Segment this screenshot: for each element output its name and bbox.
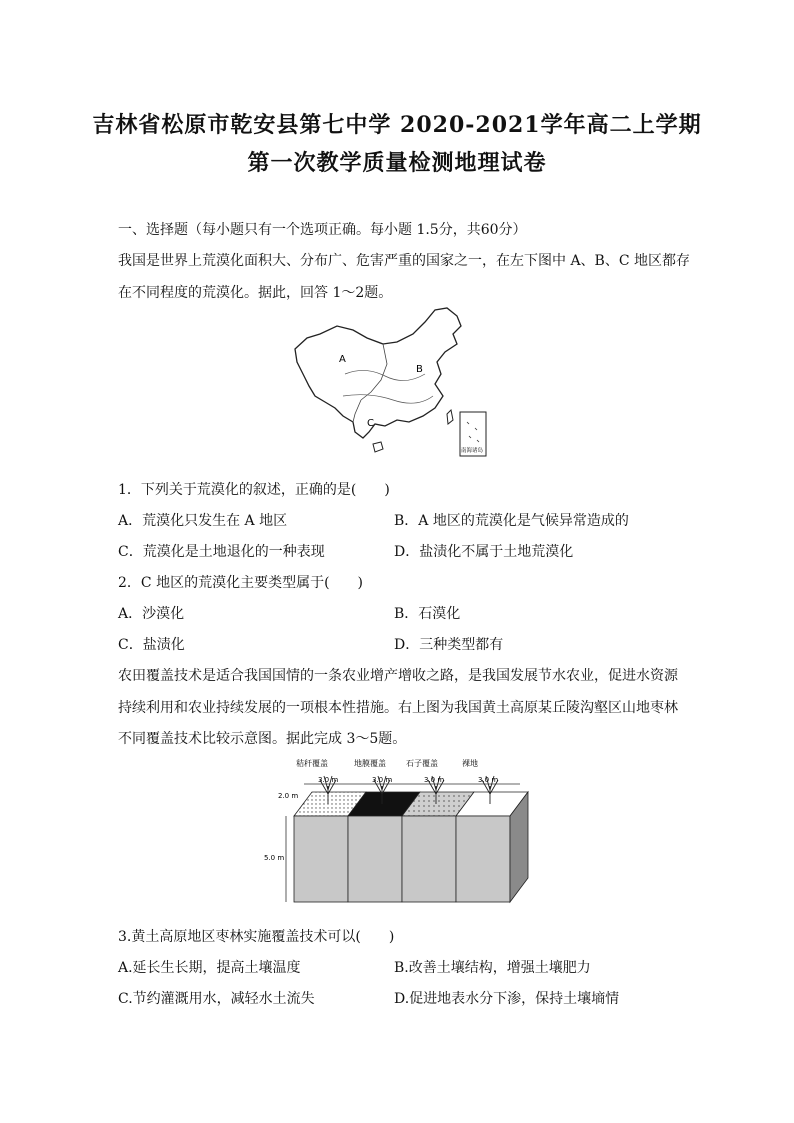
map-label-b: B bbox=[416, 364, 423, 375]
page-title-line1: 吉林省松原市乾安县第七中学 2020-2021学年高二上学期 bbox=[92, 112, 702, 138]
passage2-line1: 农田覆盖技术是适合我国国情的一条农业增产增收之路，是我国发展节水农业，促进水资源 bbox=[118, 668, 678, 684]
q3-option-a[interactable]: A.延长生长期，提高土壤温度 bbox=[118, 960, 301, 976]
label-gravel-mulch: 石子覆盖 bbox=[406, 759, 438, 768]
taiwan-island bbox=[447, 410, 453, 424]
width-label-4: 3.0 m bbox=[478, 776, 499, 784]
passage1-line1: 我国是世界上荒漠化面积大、分布广、危害严重的国家之一，在左下图中 A、B、C 地区都存 bbox=[118, 253, 691, 269]
inset-label: 南海诸岛 bbox=[461, 448, 484, 454]
height-label: 5.0 m bbox=[264, 854, 285, 862]
china-map-figure bbox=[285, 304, 497, 464]
map-label-c: C bbox=[367, 418, 374, 429]
q2-option-b[interactable]: B．石漠化 bbox=[394, 606, 461, 622]
q3-stem: 3.黄土高原地区枣林实施覆盖技术可以( ) bbox=[118, 929, 395, 945]
passage2-line3: 不同覆盖技术比较示意图。据此完成 3～5题。 bbox=[118, 731, 407, 747]
inset-dots bbox=[467, 422, 479, 442]
q1-stem: 1．下列关于荒漠化的叙述，正确的是( ) bbox=[118, 482, 390, 498]
q2-option-c[interactable]: C．盐渍化 bbox=[118, 637, 185, 653]
depth-label: 2.0 m bbox=[278, 792, 299, 800]
river-1 bbox=[345, 370, 425, 380]
q3-option-c[interactable]: C.节约灌溉用水，减轻水土流失 bbox=[118, 991, 315, 1007]
straw-block-front bbox=[294, 816, 348, 902]
q2-option-d[interactable]: D．三种类型都有 bbox=[394, 637, 504, 653]
bare-block-front bbox=[456, 816, 510, 902]
q1-option-a[interactable]: A．荒漠化只发生在 A 地区 bbox=[118, 513, 288, 529]
width-label-3: 3.0 m bbox=[424, 776, 445, 784]
label-bare-land: 裸地 bbox=[462, 759, 478, 768]
passage2-line2: 持续利用和农业持续发展的一项根本性措施。右上图为我国黄土高原某丘陵沟壑区山地枣林 bbox=[118, 700, 678, 716]
page-title-line2: 第一次教学质量检测地理试卷 bbox=[247, 150, 547, 176]
label-straw-mulch: 秸秆覆盖 bbox=[296, 759, 328, 768]
label-film-mulch: 地膜覆盖 bbox=[354, 759, 386, 768]
passage1-line2: 在不同程度的荒漠化。据此，回答 1～2题。 bbox=[118, 285, 393, 301]
q1-option-d[interactable]: D．盐渍化不属于土地荒漠化 bbox=[394, 544, 574, 560]
hainan-island bbox=[373, 442, 383, 452]
q2-stem: 2．C 地区的荒漠化主要类型属于( ) bbox=[118, 575, 363, 591]
q3-option-d[interactable]: D.促进地表水分下渗，保持土壤墒情 bbox=[394, 991, 620, 1007]
section-heading: 一、选择题（每小题只有一个选项正确。每小题 1.5分，共60分） bbox=[118, 222, 527, 238]
q1-option-b[interactable]: B．A 地区的荒漠化是气候异常造成的 bbox=[394, 513, 629, 529]
map-label-a: A bbox=[339, 354, 346, 365]
inner-boundary-2 bbox=[353, 400, 361, 422]
film-block-front bbox=[348, 816, 402, 902]
q1-option-c[interactable]: C．荒漠化是土地退化的一种表现 bbox=[118, 544, 325, 560]
mulch-diagram bbox=[262, 754, 534, 910]
width-label-2: 3.0 m bbox=[372, 776, 393, 784]
river-2 bbox=[343, 395, 433, 404]
width-label-1: 3.0 m bbox=[318, 776, 339, 784]
gravel-block-front bbox=[402, 816, 456, 902]
q3-option-b[interactable]: B.改善土壤结构，增强土壤肥力 bbox=[394, 960, 591, 976]
q2-option-a[interactable]: A．沙漠化 bbox=[118, 606, 185, 622]
